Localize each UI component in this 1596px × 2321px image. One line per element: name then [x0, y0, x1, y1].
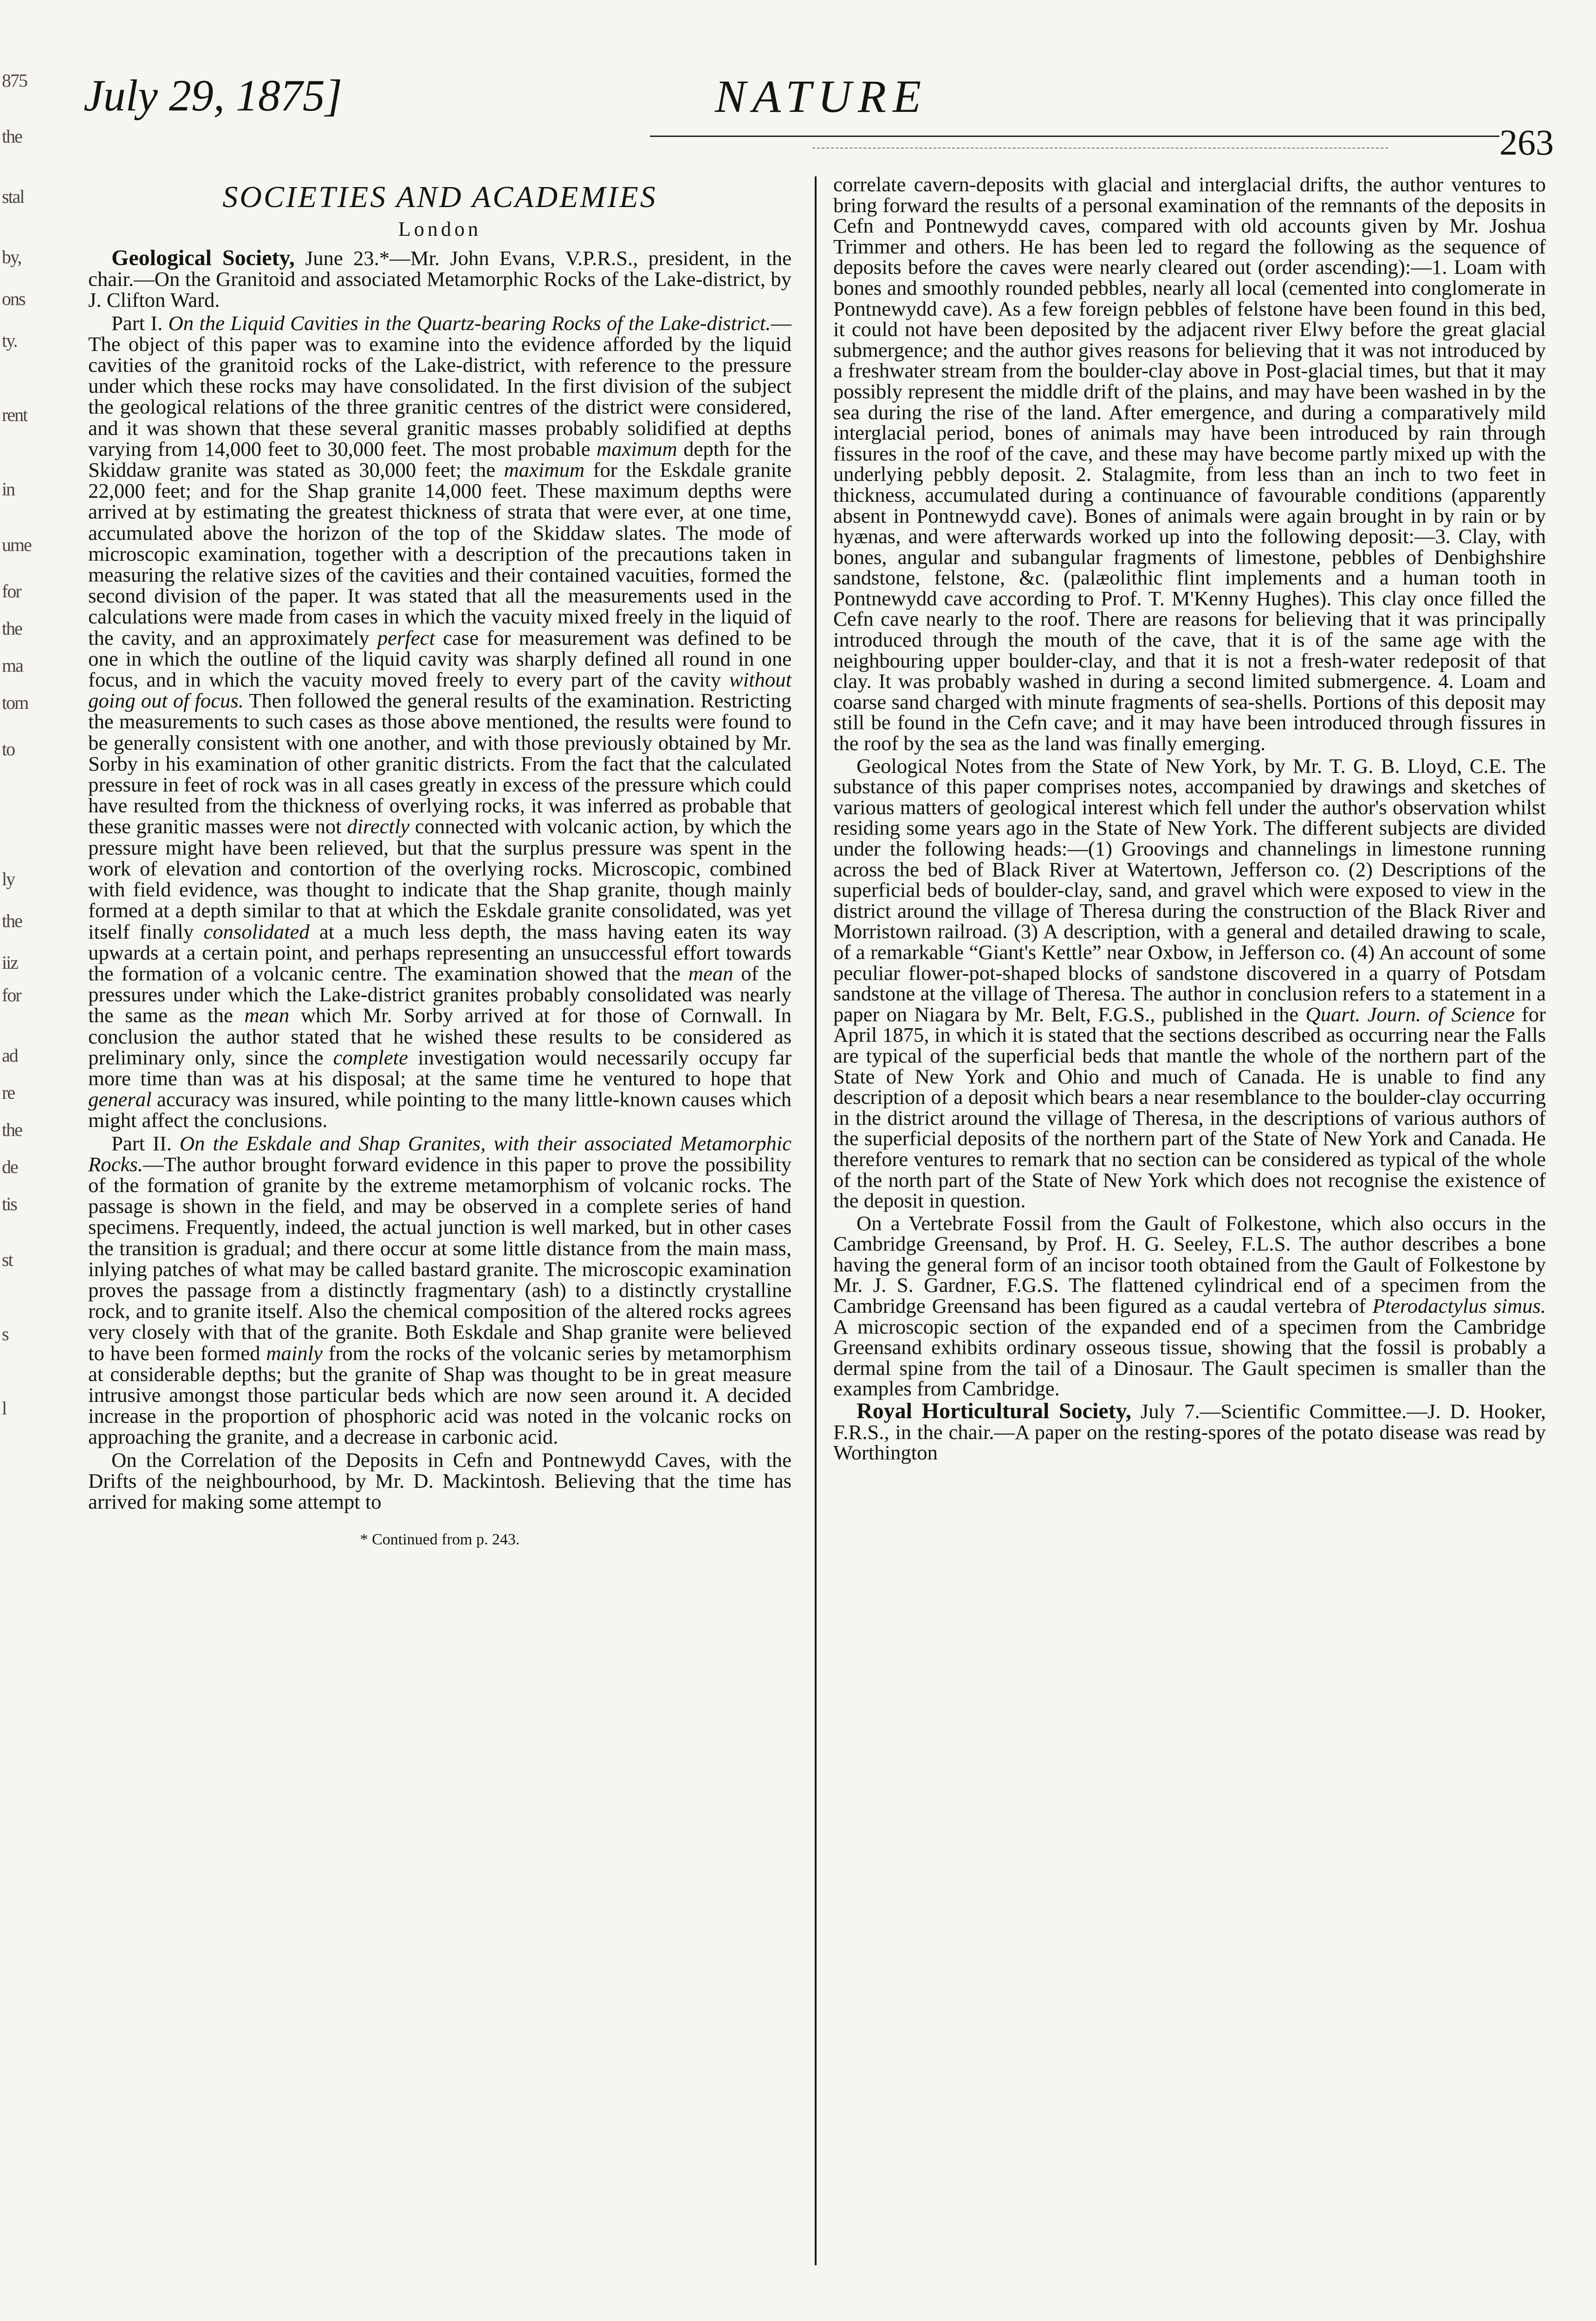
paragraph-text: Geological Notes from the State of New York, by Mr. T. G. B. Lloyd, C.E. The substance of this paper comprises notes, accompanied by drawings and sketches of various matters of geological interest which fell under the author's observation whilst residing some years ago in the State of New York. The different subjects are divided under the following heads:—(1) Groovings and channelings in limestone running across the bed of Black River at Watertown, Jefferson co. (2) Descriptions of the superficial beds of boulder-clay, sand, and gravel which were exposed to view in the district around the village of Theresa during the construction of the Black River and Morristown railroad. (3) A description, with a general and detailed drawing to scale, of a remarkable “Giant's Kettle” near Oxbow, in Jefferson co. (4) An account of some peculiar flower-pot-shaped blocks of sandstone discovered in a quarry of Potsdam sandstone at the village of Theresa. The author in conclusion refers to a statement in a paper on Niagara by Mr. Belt, F.G.S., published in the [833, 754, 1546, 1026]
paragraph-text: —The author brought forward evidence in this paper to prove the possibility of the formation of granite by the extreme metamorphism of volcanic rocks. The passage is shown in the field, and may be observed in a complete series of hand specimens. Frequently, indeed, the actual junction is well marked, but in other cases the transition is gradual; and there occur at some little distance from the main mass, inlying patches of what may be called bastard granite. The microscopic examination proves the passage from a distinctly fragmentary (ash) to a distinctly crystalline rock, and to granite itself. Also the chemical composition of the altered rocks agrees very closely with that of the granite. Both Eskdale and Shap granite were believed to have been formed [88, 1152, 792, 1365]
paragraph-text: July 7.—Scientific Committee.—J. D. Hooker, F.R.S., in the chair.—A paper on the resting-spores of the potato disease was read by Worthington [833, 1400, 1546, 1465]
bleed-fragment: the [2, 1119, 22, 1140]
bleed-fragment: ume [2, 534, 31, 555]
paragraph-text: which Mr. Sorby arrived at for those of Cornwall. In conclusion the author stated that he wished these results to be considered as preliminary only, since the [88, 1004, 792, 1069]
paragraph-text: On a Vertebrate Fossil from the Gault of Folkestone, which also occurs in the Cambridge Greensand, by Prof. H. G. Seeley, F.L.S. The author describes a bone having the general form of an incisor tooth obtained from the Gault of Folkestone by Mr. J. S. Gardner, F.G.S. The flattened cylindrical end of a specimen from the Cambridge Greensand has been figured as a caudal vertebra of [833, 1211, 1546, 1318]
paragraph-text: connected with volcanic action, by which the pressure might have been relieved, but that the surplus pressure was spent in the work of elevation and contortion of the overlying rocks. Microscopic, combined with field evidence, was thought to indicate that the Shap granite, though mainly formed at a depth similar to that at which the Eskdale granite consolidated, was yet itself finally [88, 815, 792, 943]
bleed-fragment: the [2, 618, 22, 639]
emphasis: mean [244, 1004, 290, 1027]
paragraph-text: from the rocks of the volcanic series by metamorphism at considerable depths; but the granite of Shap was thought to be in great measure intrusive amongst those particular beds which are now seen around it. A decided increase in the proportion of phosphoric acid was noted in the volcanic rocks on approaching the granite, and a decrease in carbonic acid. [88, 1341, 792, 1449]
paragraph-text: depth for the Skiddaw granite was stated as 30,000 feet; the [88, 437, 792, 482]
header-dashed-rule [812, 148, 1388, 149]
bleed-fragment: st [2, 1249, 13, 1270]
bleed-fragment: rent [2, 404, 27, 425]
bleed-fragment: ly [2, 869, 15, 889]
species-name: Pterodactylus simus. [1372, 1294, 1546, 1318]
emphasis: complete [333, 1045, 408, 1069]
bleed-fragment: tis [2, 1193, 17, 1214]
emphasis: without going out of focus. [88, 668, 792, 713]
emphasis: general [88, 1088, 152, 1111]
bleed-fragment: s [2, 1323, 8, 1344]
paragraph-text: case for measurement was defined to be one in which the outline of the liquid cavity was sharply defined all round in one focus, and in which the vacuity moved freely to every part of the cavity [88, 626, 792, 692]
paragraph-text: June 23.*—Mr. John Evans, V.P.R.S., president, in the chair.—On the Granitoid and associated Metamorphic Rocks of the Lake-district, by J. Clifton Ward. [88, 246, 792, 312]
bleed-fragment: re [2, 1082, 15, 1103]
bleed-fragment: 875 [2, 70, 27, 91]
paragraph-horticultural-society [833, 1401, 1546, 1463]
part-title: On the Eskdale and Shap Granites, with their associated Metamorphic Rocks. [88, 1131, 792, 1176]
bleed-fragment: l [2, 1398, 6, 1419]
footnote: * Continued from p. 243. [360, 1531, 520, 1549]
paragraph-cave-correlation: On the Correlation of the Deposits in Cefn and Pontnewydd Caves, with the Drifts of the neighbourhood, by Mr. D. Mackintosh. Believing that the time has arrived for making some attempt to [88, 1448, 792, 1513]
bleed-fragment: in [2, 479, 15, 499]
bleed-fragment: the [2, 126, 22, 147]
bleed-fragment: the [2, 910, 22, 931]
bleed-fragment: de [2, 1156, 18, 1177]
bleed-fragment: for [2, 581, 21, 602]
left-column [88, 179, 792, 1549]
paragraph-part-two [88, 1133, 792, 1448]
emphasis: mainly [266, 1341, 323, 1365]
emphasis: maximum [504, 458, 585, 482]
part-label: Part I. [111, 311, 169, 335]
journal-title: NATURE [715, 71, 928, 122]
bleed-fragment: iiz [2, 952, 18, 973]
issue-date: July 29, 1875] [84, 71, 343, 120]
paragraph-text: accuracy was insured, while pointing to the many little-known causes which might affect the conclusions. [88, 1088, 792, 1132]
paragraph-text: at a much less depth, the mass having eaten its way upwards at a certain point, and perhaps representing an unsuccessful effort towards the formation of a volcanic centre. The examination showed that the [88, 920, 792, 985]
paragraph-geological-society [88, 247, 792, 311]
bleed-fragment: tom [2, 692, 28, 713]
journal-reference: Quart. Journ. of Science [1305, 1002, 1515, 1026]
bleed-fragment: ons [2, 288, 25, 309]
paragraph-text: for April 1875, in which it is stated that the sections described as occurring near the Falls are typical of the superficial beds that mantle the whole of the northern part of the State of New York and Ohio and much of Canada. He is unable to find any description of a deposit which bears a near resemblance to the boulder-clay occurring in the district around the village of Theresa, in the descriptions of various authors of the superficial deposits of the northern part of the State of New York and Canada. He therefore ventures to remark that no section can be considered as typical of the whole of the north part of the State of New York which does not recognise the existence of the deposit in question. [833, 1002, 1546, 1212]
paragraph-new-york-notes [833, 756, 1546, 1211]
bleed-fragment: ma [2, 655, 23, 676]
right-column [833, 174, 1546, 1463]
column-divider [815, 176, 817, 2265]
emphasis: maximum [597, 437, 677, 460]
emphasis: mean [688, 961, 733, 985]
bleed-fragment: for [2, 985, 21, 1005]
bleed-fragment: stal [2, 186, 24, 207]
paragraph-text: A microscopic section of the expanded end of a specimen from the Cambridge Greensand exhibits ordinary osseous tissue, showing that the fossil is probably a dermal spine from the tail of a Dinosaur. The Gault specimen is smaller than the examples from Cambridge. [833, 1315, 1546, 1400]
emphasis: directly [347, 815, 410, 838]
header-rule [650, 136, 1499, 137]
section-title: SOCIETIES AND ACADEMIES [222, 180, 657, 214]
paragraph-part-one [88, 313, 792, 1131]
emphasis: consolidated [203, 920, 310, 943]
bleed-fragment: to [2, 739, 15, 759]
paragraph-cave-deposits: correlate cavern-deposits with glacial and interglacial drifts, the author ventures to bring forward the results of a personal examination of the remnants of the deposits in Cefn and Pontnewydd caves, compared with old accounts given by Mr. Joshua Trimmer and others. He has been led to regard the following as the sequence of deposits before the caves were nearly cleared out (order ascending):—1. Loam with bones and smoothly rounded pebbles, nearly all local (cemented into conglomerate in Pontnewydd cave). As a few foreign pebbles of felstone have been found in this bed, it could not have been deposited by the adjacent river Elwy before the great glacial submergence; and the author gives reasons for believing that it was not introduced by a freshwater stream from the boulder-clay above in Post-glacial times, but that it may possibly represent the middle drift of the plains, and may have been washed in by the sea during the rise of the land. After emergence, and during a comparatively mild interglacial period, bones of animals may have been introduced by rain through fissures in the roof of the cave, and these may have become partly mixed up with the underlying pebbly deposit. 2. Stalagmite, from less than an inch to two feet in thickness, accumulated during a continuance of favourable conditions (apparently absent in Pontnewydd cave). Bones of animals were again brought in by rain or by hyænas, and were afterwards worked up into the following deposit:—3. Clay, with bones, angular and subangular fragments of limestone, pebbles of Denbighshire sandstone, felstone, &c. (palæolithic flint implements and a human tooth in Pontnewydd cave according to Prof. T. M'Kenny Hughes). This clay once filled the Cefn cave nearly to the roof. There are reasons for believing that it was principally introduced through the mouth of the cave, that it is of the same age with the neighbouring upper boulder-clay, and that it is not a fresh-water redeposit of that clay. It was probably washed in during a second limited submergence. 4. Loam and coarse sand charged with minute fragments of sea-shells. Portions of this deposit may still be found in the Cefn cave; and it may have been introduced through fissures in the roof by the sea as the land was finally emerging. [833, 173, 1546, 755]
part-title: On the Liquid Cavities in the Quartz-bearing Rocks of the Lake-district. [168, 311, 771, 335]
section-location: London [398, 218, 481, 240]
paragraph-vertebrate-fossil [833, 1213, 1546, 1399]
paragraph-text: Then followed the general results of the examination. Restricting the measurements to such cases as those above mentioned, the results were found to be generally consistent with one another, and with those previously obtained by Mr. Sorby in his examination of other granitic districts. From the fact that the calculated pressure in feet of rock was in all cases greatly in excess of the pressure which could have resulted from the thickness of overlying rocks, it was inferred as probable that these granitic masses were not [88, 689, 792, 838]
paragraph-text: investigation would necessarily occupy far more time than was at his disposal; at the same time he ventured to hope that [88, 1045, 792, 1090]
bleed-fragment: by, [2, 246, 21, 267]
bleed-fragment: ad [2, 1045, 18, 1066]
paragraph-text: —The object of this paper was to examine into the evidence afforded by the liquid cavities of the granitoid rocks of the Lake-district, with reference to the pressure under which these rocks may have consolidated. In the first division of the subject the geological relations of the three granitic centres of the district were considered, and it was shown that these several granitic masses probably solidified at depths varying from 14,000 feet to 30,000 feet. The most probable [88, 311, 792, 460]
bleed-fragment: ty. [2, 330, 17, 351]
society-name: Geological Society, [111, 246, 295, 270]
paragraph-text: of the pressures under which the Lake-district granites probably consolidated was nearly the same as the [88, 961, 792, 1027]
emphasis: perfect [377, 626, 435, 649]
page-number: 263 [1499, 122, 1554, 162]
society-name: Royal Horticultural Society, [856, 1399, 1131, 1424]
adjacent-page-bleed [2, 70, 30, 1555]
part-label: Part II. [111, 1131, 180, 1155]
paragraph-text: for the Eskdale granite 22,000 feet; and for the Shap granite 14,000 feet. These maximum depths were arrived at by estimating the greatest thickness of strata that were ever, at one time, accumulated above the horizon of the top of the Skiddaw slates. The mode of microscopic examination, together with a description of the precautions taken in measuring the relative sizes of the cavities and their contained vacuities, formed the second division of the paper. It was stated that all the measurements used in the calculations were made from cases in which the vacuity mixed freely in the liquid of the cavity, and an approximately [88, 458, 792, 649]
